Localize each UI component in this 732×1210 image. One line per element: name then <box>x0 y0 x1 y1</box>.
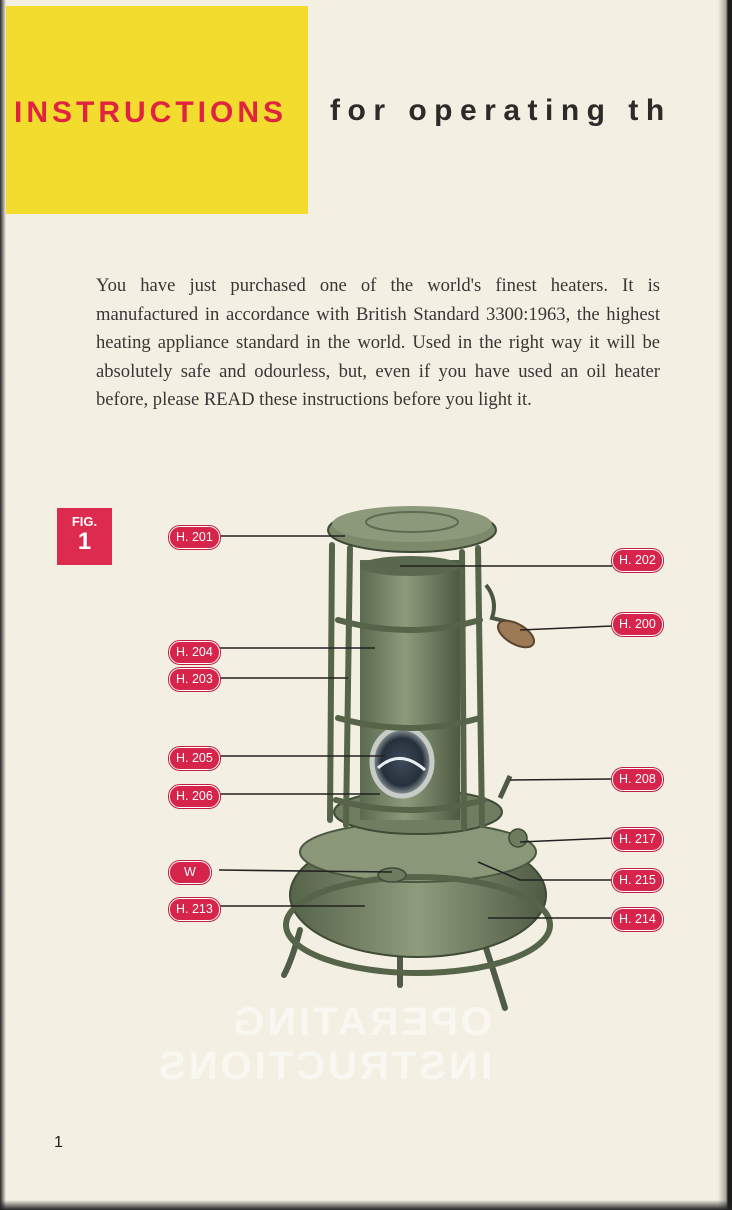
callout-w: W <box>169 861 211 884</box>
heater-wick-knob <box>500 776 510 798</box>
show-through-text <box>156 1000 492 1088</box>
show-through-line-1: OPERATING <box>230 1000 492 1044</box>
figure-label: FIG. <box>71 514 98 529</box>
page-number: 1 <box>54 1134 63 1151</box>
callout-h200: H. 200 <box>612 613 663 636</box>
heater-flame-window <box>372 728 432 796</box>
callout-h217: H. 217 <box>612 828 663 851</box>
figure-number: 1 <box>77 528 92 555</box>
callout-h215: H. 215 <box>612 869 663 892</box>
heater-filler-cap <box>378 868 406 882</box>
callout-h213: H. 213 <box>169 898 220 921</box>
show-through-line-2: INSTRUCTIONS <box>156 1044 492 1088</box>
callout-h214: H. 214 <box>612 908 663 931</box>
callout-h205: H. 205 <box>169 747 220 770</box>
callout-h206: H. 206 <box>169 785 220 808</box>
intro-paragraph: You have just purchased one of the world's finest heaters. It is manufactured in accordance with British Standard 3300:1963, the highest heating appliance standard in the world. Used in the right way it will be absolutely safe and odourless, but, even if you have used an oil heater before, please READ these instructions before you light it. <box>96 275 660 411</box>
page-edge-shadow-bottom <box>0 1200 732 1210</box>
heater-handle <box>486 585 538 653</box>
page-title-continuation: for operating th <box>330 94 672 127</box>
callout-h201: H. 201 <box>169 526 220 549</box>
page-title-instructions: INSTRUCTIONS <box>14 96 287 129</box>
callout-h203: H. 203 <box>169 668 220 691</box>
callout-h204: H. 204 <box>169 641 220 664</box>
callout-h202: H. 202 <box>612 549 663 572</box>
callout-h208: H. 208 <box>612 768 663 791</box>
